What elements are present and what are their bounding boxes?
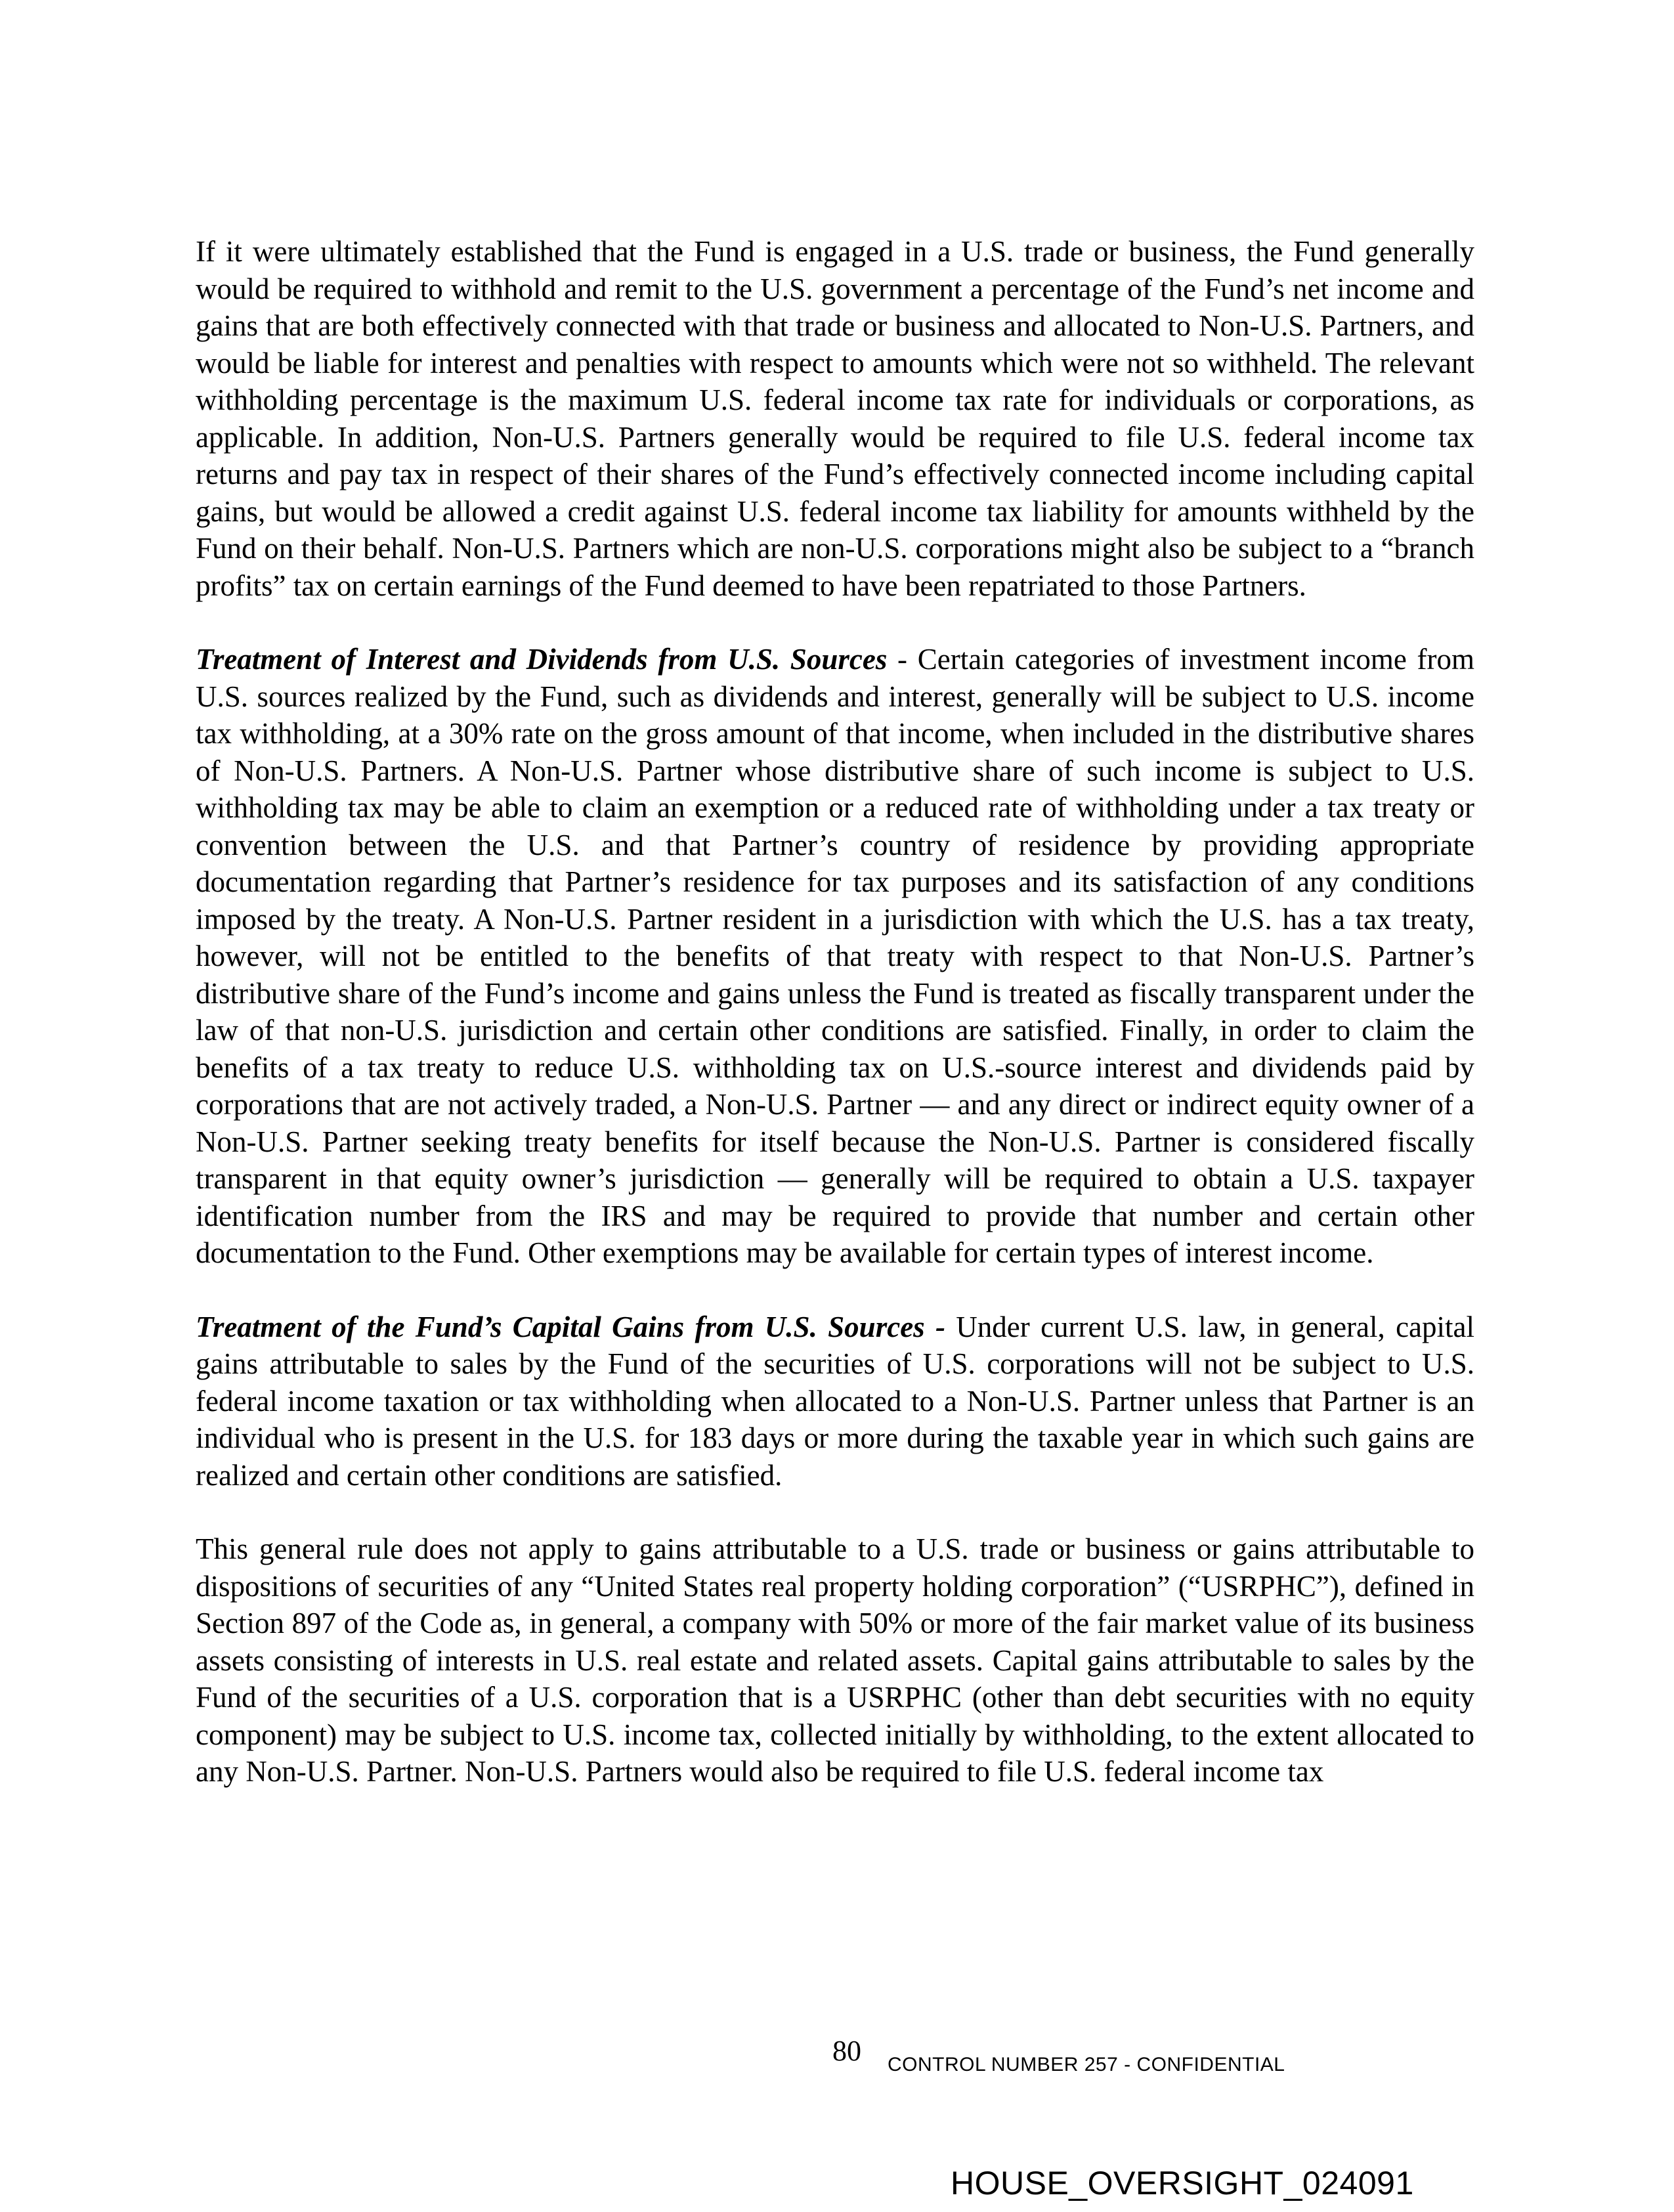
control-number-label: CONTROL NUMBER 257 - CONFIDENTIAL [888,2054,1285,2075]
section-heading-interest-dividends: Treatment of Interest and Dividends from U.S. Sources [196,643,888,676]
paragraph-capital-gains [196,1309,1474,1494]
paragraph-text: Under current U.S. law, in general, capital gains attributable to sales by the Fund of the securities of U.S. corporations will not be subject to U.S. federal income taxation or tax withholding when allocated to a Non-U.S. Partner unless that Partner is an individual who is present in the U.S. for 183 days or more during the taxable year in which such gains are realized and certain other conditions are satisfied. [196,1310,1474,1492]
page-number: 80 [832,2035,861,2067]
document-body [196,233,1474,1827]
paragraph-text: This general rule does not apply to gains attributable to a U.S. trade or business or gains attributable to dispositions of securities of any “United States real property holding corporation” (“USRPHC”), defined in Section 897 of the Code as, in general, a company with 50% or more of the fair market value of its business assets consisting of interests in U.S. real estate and related assets. Capital gains attributable to sales by the Fund of the securities of a U.S. corporation that is a USRPHC (other than debt securities with no equity component) may be subject to U.S. income tax, collected initially by withholding, to the extent allocated to any Non-U.S. Partner. Non-U.S. Partners would also be required to file U.S. federal income tax [196,1532,1474,1788]
bates-number: HOUSE_OVERSIGHT_024091 [951,2165,1414,2201]
section-heading-capital-gains: Treatment of the Fund’s Capital Gains from U.S. Sources - [196,1310,945,1343]
paragraph-text: If it were ultimately established that the Fund is engaged in a U.S. trade or business, the Fund generally would be required to withhold and remit to the U.S. government a percentage of the Fund’s net income and gains that are both effectively connected with that trade or business and allocated to Non-U.S. Partners, and would be liable for interest and penalties with respect to amounts which were not so withheld. The relevant withholding percentage is the maximum U.S. federal income tax rate for individuals or corporations, as applicable. In addition, Non-U.S. Partners generally would be required to file U.S. federal income tax returns and pay tax in respect of their shares of the Fund’s effectively connected income including capital gains, but would be allowed a credit against U.S. federal income tax liability for amounts withheld by the Fund on their behalf. Non-U.S. Partners which are non-U.S. corporations might also be subject to a “branch profits” tax on certain earnings of the Fund deemed to have been repatriated to those Partners. [196,235,1474,602]
paragraph-effectively-connected-income [196,233,1474,604]
paragraph-text: - Certain categories of investment income from U.S. sources realized by the Fund, such as dividends and interest, generally will be subject to U.S. income tax withholding, at a 30% rate on the gross amount of that income, when included in the distributive shares of Non-U.S. Partners. A Non-U.S. Partner whose distributive share of such income is subject to U.S. withholding tax may be able to claim an exemption or a reduced rate of withholding under a tax treaty or convention between the U.S. and that Partner’s country of residence by providing appropriate documentation regarding that Partner’s residence for tax purposes and its satisfaction of any conditions imposed by the treaty. A Non-U.S. Partner resident in a jurisdiction with which the U.S. has a tax treaty, however, will not be entitled to the benefits of that treaty with respect to that Non-U.S. Partner’s distributive share of the Fund’s income and gains unless the Fund is treated as fiscally transparent under the law of that non-U.S. jurisdiction and certain other conditions are satisfied. Finally, in order to claim the benefits of a tax treaty to reduce U.S. withholding tax on U.S.-source interest and dividends paid by corporations that are not actively traded, a Non-U.S. Partner — and any direct or indirect equity owner of a Non-U.S. Partner seeking treaty benefits for itself because the Non-U.S. Partner is considered fiscally transparent in that equity owner’s jurisdiction — generally will be required to obtain a U.S. taxpayer identification number from the IRS and may be required to provide that number and certain other documentation to the Fund. Other exemptions may be available for certain types of interest income. [196,643,1474,1269]
paragraph-usrphc-rule [196,1530,1474,1790]
paragraph-interest-dividends [196,641,1474,1272]
